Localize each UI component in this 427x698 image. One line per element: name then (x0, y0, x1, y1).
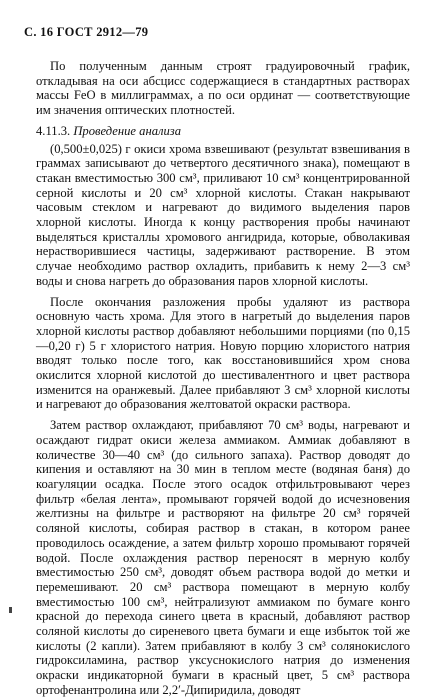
margin-mark (9, 607, 12, 613)
paragraph-chromium-removal: После окончания разложения пробы удаляют из раствора основную часть хрома. Для этого в нагретый до выделения паров хлорной кислоты раствор добавляют небольшими порциями (по 0,15—0,20 г) 5 г хлористого натрия. Новую порцию хлористого натрия вводят только после того, как восстановившийся хром снова окислится хлорной кислотой до шестивалентного и цвет раствора изменится на оранжевый. Далее прибавляют 3 см³ хлорной кислоты и нагревают до образования желтоватой окраски раствора. (36, 294, 410, 412)
section-title: Проведение анализа (73, 123, 181, 138)
paragraph-sample-dissolution: (0,500±0,025) г окиси хрома взвешивают (результат взвешивания в граммах записывают до четвертого десятичного знака), помещают в стакан вместимостью 300 см³, приливают 10 см³ концентрированной серной кислоты и 20 см³ хлорной кислоты. Стакан накрывают часовым стеклом и нагревают до видимого выделения паров хлорной кислоты. Иногда к концу растворения пробы начинают выделяться кристаллы хромового ангидрида, которые, обволакивая нерастворившиеся частицы, задерживают растворение. В этом случае необходимо раствор охладить, прибавить к нему 2—3 см³ воды и снова нагреть до образования паров хлорной кислоты. (36, 141, 410, 288)
paragraph-graph: По полученным данным строят градуировочный график, откладывая на оси абсцисс содержащиеся в стандартных растворах массы FeO в миллиграммах, а по оси ординат — соответствующие им значения оптических плотностей. (36, 59, 410, 118)
body-text (36, 59, 410, 698)
section-number: 4.11.3. (36, 123, 71, 138)
paragraph-precipitation: Затем раствор охлаждают, прибавляют 70 см³ воды, нагревают и осаждают гидрат окиси железа аммиаком. Аммиак добавляют в количестве 30—40 см³ (до сильного запаха). Раствор доводят до кипения и оставляют на 30 мин в теплом месте (водяная баня) до коагуляции осадка. После этого осадок отфильтровывают через фильтр «белая лента», промывают горячей водой до исчезновения желтизны на фильтре и растворяют на фильтре 20 см³ горячей соляной кислоты, собирая раствор в стакан, в котором ранее проводилось осаждение, а затем фильтр хорошо промывают горячей водой. После охлаждения раствор переносят в мерную колбу вместимостью 250 см³, доводят объем раствора водой до метки и перемешивают. 20 см³ раствора помещают в мерную колбу вместимостью 100 см³, нейтрализуют аммиаком по бумаге конго красной до перехода синего цвета в красный, добавляют раствор соляной кислоты до сиреневого цвета бумаги и еще избыток той же кислоты (2 капли). Затем прибавляют в колбу 3 см³ солянокислого гидроксиламина, раствор уксуснокислого натрия до изменения окраски индикаторной бумаги в красный цвет, 5 см³ раствора ортофенантролина или 2,2′-Дипиридила, доводят (36, 418, 410, 697)
page-header: С. 16 ГОСТ 2912—79 (24, 25, 149, 39)
section-heading (36, 124, 181, 139)
